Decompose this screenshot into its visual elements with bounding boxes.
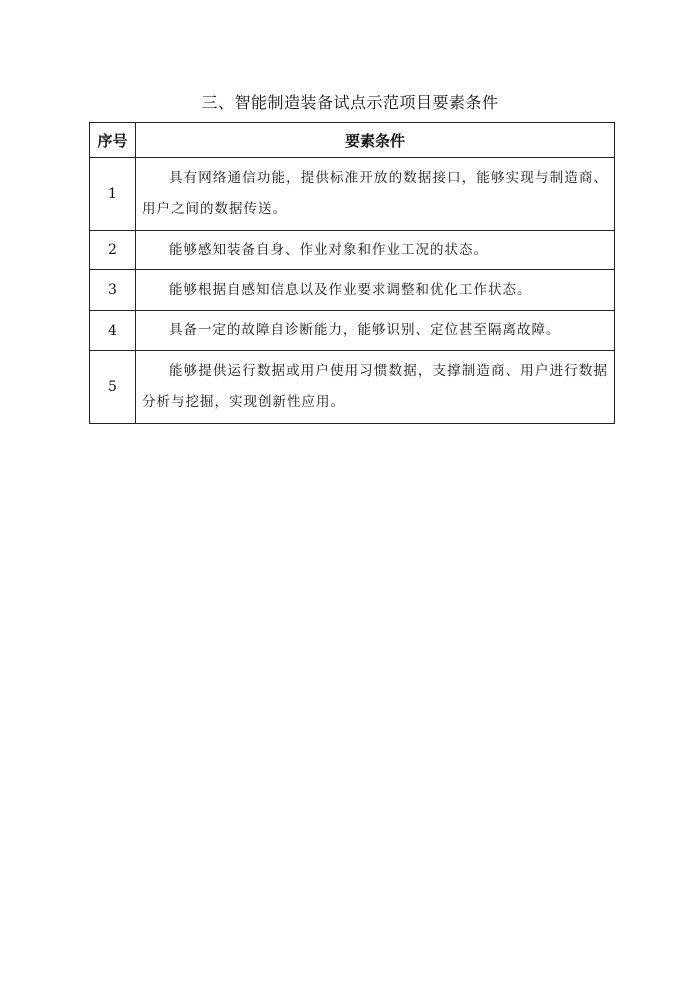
header-index: 序号 (90, 123, 136, 158)
table-row (90, 311, 615, 351)
row-index: 2 (90, 231, 136, 270)
table-body (90, 158, 615, 424)
row-index: 3 (90, 270, 136, 311)
table-header (90, 123, 615, 158)
row-condition: 能够根据自感知信息以及作业要求调整和优化工作状态。 (136, 270, 615, 311)
row-index: 4 (90, 311, 136, 351)
row-condition: 具备一定的故障自诊断能力，能够识别、定位甚至隔离故障。 (136, 311, 615, 351)
row-condition: 能够提供运行数据或用户使用习惯数据，支撑制造商、用户进行数据分析与挖掘，实现创新性应用。 (136, 351, 615, 424)
table-row (90, 270, 615, 311)
row-condition: 具有网络通信功能，提供标准开放的数据接口，能够实现与制造商、用户之间的数据传送。 (136, 158, 615, 231)
row-index: 1 (90, 158, 136, 231)
table-row (90, 231, 615, 270)
header-condition: 要素条件 (136, 123, 615, 158)
requirements-table (89, 122, 615, 424)
header-row (90, 123, 615, 158)
row-index: 5 (90, 351, 136, 424)
table-row (90, 351, 615, 424)
table-row (90, 158, 615, 231)
row-condition: 能够感知装备自身、作业对象和作业工况的状态。 (136, 231, 615, 270)
document-title: 三、智能制造装备试点示范项目要素条件 (201, 93, 499, 112)
